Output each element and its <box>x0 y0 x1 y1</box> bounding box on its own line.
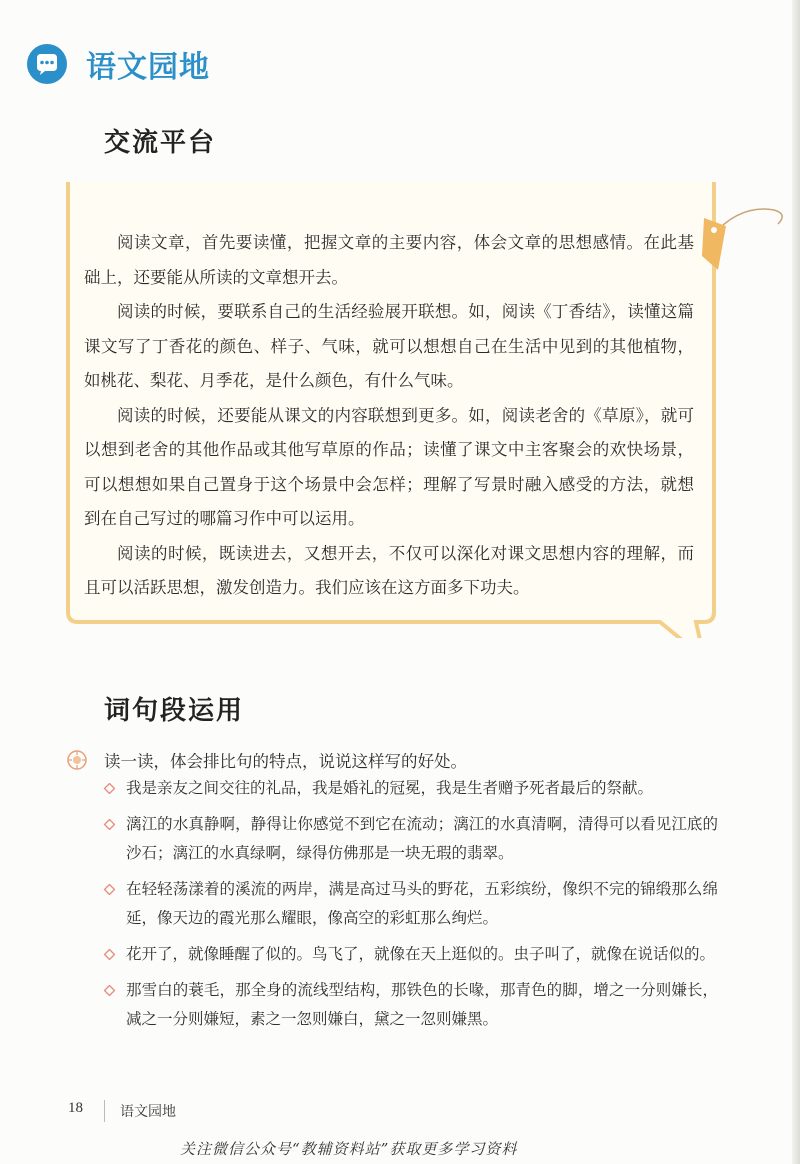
example-list <box>104 774 718 1041</box>
card-paragraph: 阅读的时候，要联系自己的生活经验展开联想。如，阅读《丁香结》，读懂这篇课文写了丁香花的颜色、样子、气味，就可以想想自己在生活中见到的其他植物，如桃花、梨花、月季花，是什么颜色，有什么气味。 <box>84 302 694 390</box>
list-item <box>104 810 718 868</box>
question-text: 读一读，体会排比句的特点，说说这样写的好处。 <box>104 752 467 771</box>
list-item-text: 漓江的水真静啊，静得让你感觉不到它在流动；漓江的水真清啊，清得可以看见江底的沙石；漓江的水真绿啊，绿得仿佛那是一块无瑕的翡翠。 <box>126 815 718 862</box>
card-paragraph: 阅读的时候，还要能从课文的内容联想到更多。如，阅读老舍的《草原》，就可以想到老舍的其他作品或其他写草原的作品；读懂了课文中主客聚会的欢快场景，可以想想如果自己置身于这个场景中会怎样；理解了写景时融入感受的方法，就想到在自己写过的哪篇习作中可以运用。 <box>84 405 694 528</box>
diamond-bullet-icon <box>104 819 115 830</box>
list-item-text: 花开了，就像睡醒了似的。鸟飞了，就像在天上逛似的。虫子叫了，就像在说话似的。 <box>126 945 716 963</box>
hanging-tag-icon <box>700 196 790 276</box>
diamond-bullet-icon <box>104 884 115 895</box>
list-item-text: 在轻轻荡漾着的溪流的两岸，满是高过马头的野花，五彩缤纷，像织不完的锦缎那么绵延，像天边的霞光那么耀眼，像高空的彩虹那么绚烂。 <box>126 880 718 927</box>
question-row <box>66 748 467 772</box>
diamond-bullet-icon <box>104 783 115 794</box>
list-item-text: 我是亲友之间交往的礼品，我是婚礼的冠冕，我是生者赠予死者最后的祭献。 <box>126 779 654 797</box>
list-item <box>104 774 718 803</box>
watermark-text: 关注微信公众号“教辅资料站”获取更多学习资料 <box>180 1140 518 1158</box>
footer-divider <box>104 1100 105 1122</box>
list-item <box>104 976 718 1034</box>
card-paragraph: 阅读文章，首先要读懂，把握文章的主要内容，体会文章的思想感情。在此基础上，还要能从所读的文章想开去。 <box>84 233 694 287</box>
list-item <box>104 940 718 969</box>
footer-label: 语文园地 <box>120 1104 176 1120</box>
section-title-usage: 词句段运用 <box>104 696 245 726</box>
diamond-bullet-icon <box>104 985 115 996</box>
diamond-bullet-icon <box>104 949 115 960</box>
page-number: 18 <box>68 1100 83 1116</box>
list-item-text: 那雪白的蓑毛，那全身的流线型结构，那铁色的长喙，那青色的脚，增之一分则嫌长，减之一分则嫌短，素之一忽则嫌白，黛之一忽则嫌黑。 <box>126 981 718 1028</box>
unit-title: 语文园地 <box>86 50 210 85</box>
speech-bubble-icon <box>26 43 68 85</box>
flower-icon <box>66 749 88 771</box>
unit-header <box>26 42 210 86</box>
page-edge <box>792 0 800 1164</box>
section-title-exchange: 交流平台 <box>104 128 217 158</box>
card-paragraph: 阅读的时候，既读进去，又想开去，不仅可以深化对课文思想内容的理解，而且可以活跃思想，激发创造力。我们应该在这方面多下功夫。 <box>84 543 694 597</box>
card-text <box>84 226 694 606</box>
list-item <box>104 875 718 933</box>
